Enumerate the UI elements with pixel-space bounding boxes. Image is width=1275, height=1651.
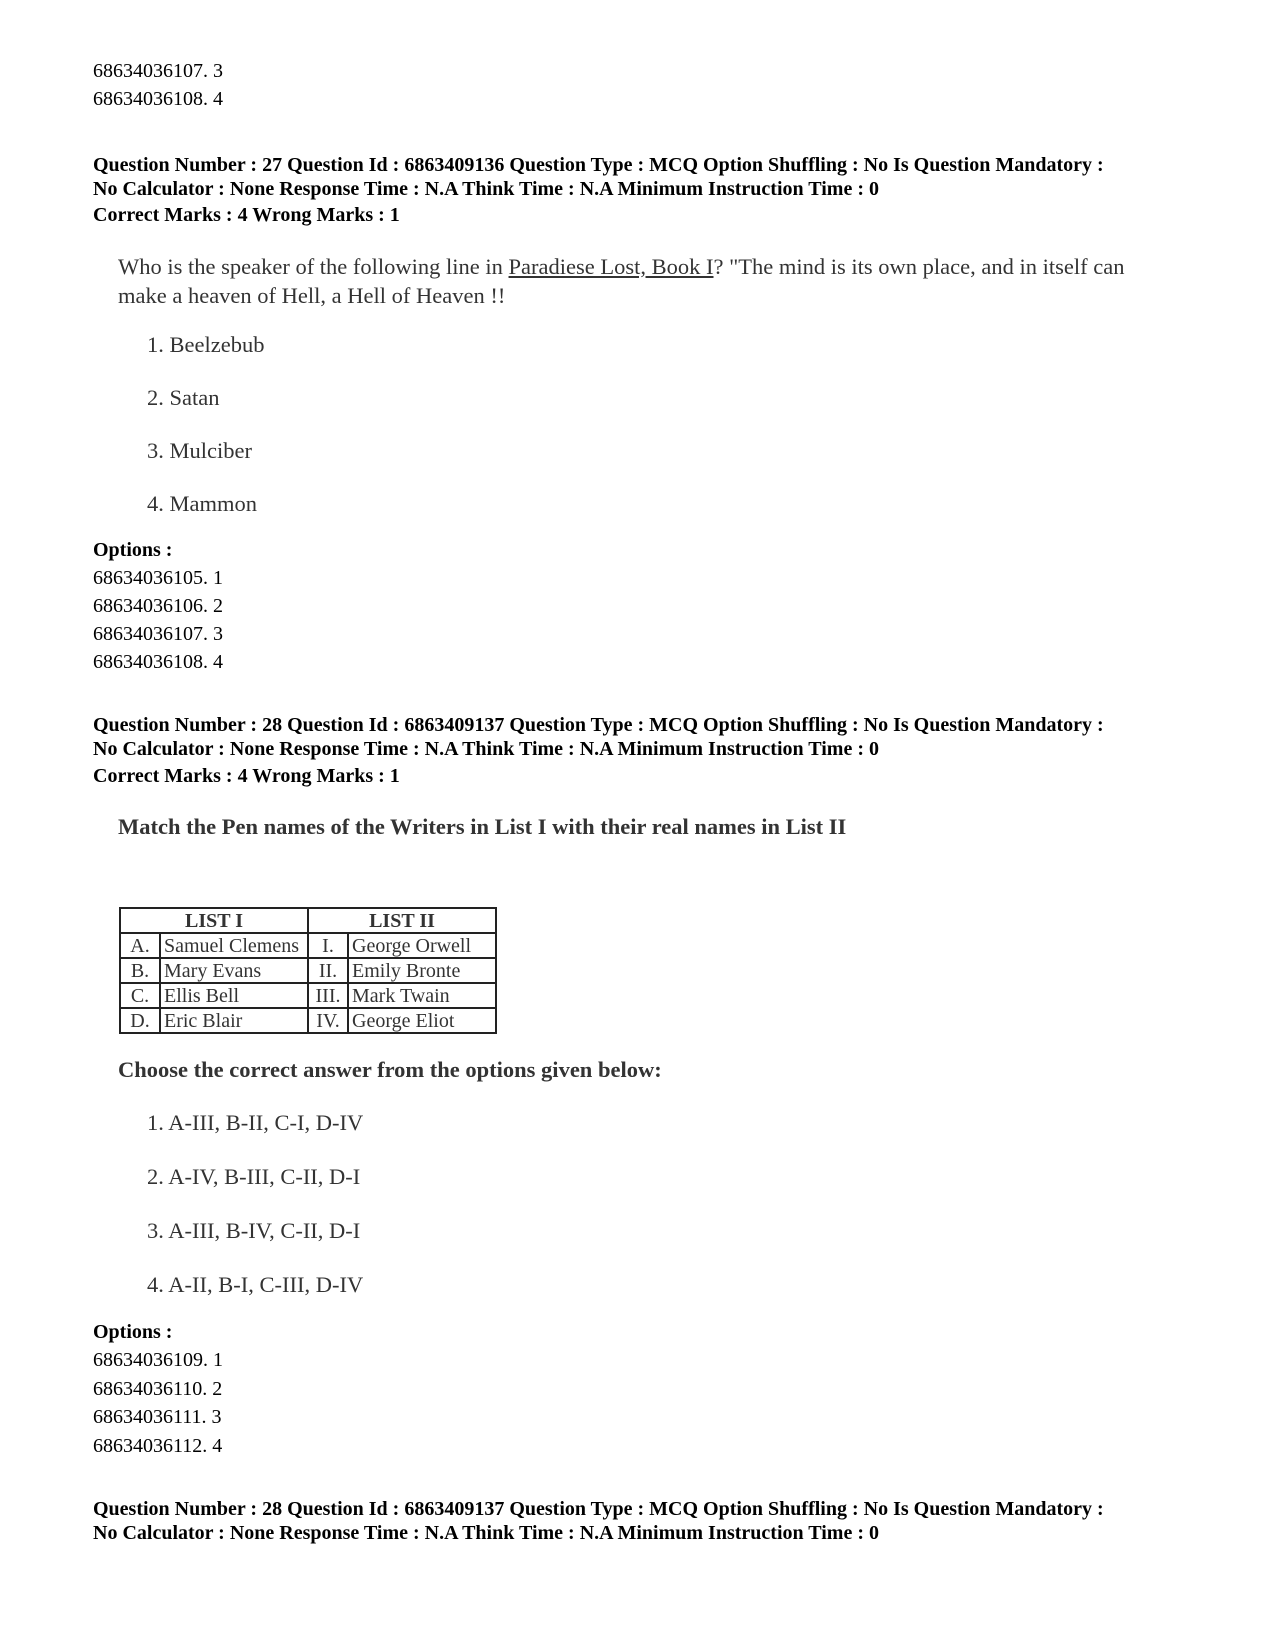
question-28-choice: 1. A-III, B-II, C-I, D-IV — [147, 1110, 364, 1135]
meta-line-2: No Calculator : None Response Time : N.A Think Time : N.A Minimum Instruction Time : 0 — [93, 738, 879, 760]
table-row — [120, 933, 496, 958]
row-letter: B. — [120, 958, 160, 983]
list-1-cell: Mary Evans — [160, 958, 308, 983]
question-28-repeat-meta — [93, 1497, 1193, 1545]
meta-line-1: Question Number : 28 Question Id : 6863409137 Question Type : MCQ Option Shuffling : No Is Question Mandatory : — [93, 1498, 1104, 1520]
list-2-cell: George Eliot — [348, 1008, 496, 1033]
question-27-marks: Correct Marks : 4 Wrong Marks : 1 — [93, 204, 400, 226]
row-letter: C. — [120, 983, 160, 1008]
list-1-cell: Eric Blair — [160, 1008, 308, 1033]
option-line: 68634036108. 4 — [93, 88, 223, 110]
option-line: 68634036107. 3 — [93, 623, 223, 645]
option-line: 68634036109. 1 — [93, 1349, 223, 1371]
row-roman: III. — [308, 983, 348, 1008]
meta-line-2: No Calculator : None Response Time : N.A Think Time : N.A Minimum Instruction Time : 0 — [93, 1522, 879, 1544]
table-row — [120, 1008, 496, 1033]
question-27-text — [118, 252, 1168, 310]
list-1-cell: Samuel Clemens — [160, 933, 308, 958]
list-1-header: LIST I — [120, 908, 308, 933]
row-letter: A. — [120, 933, 160, 958]
option-line: 68634036107. 3 — [93, 60, 223, 82]
list-2-cell: George Orwell — [348, 933, 496, 958]
question-28-options-label: Options : — [93, 1321, 173, 1343]
list-2-header: LIST II — [308, 908, 496, 933]
row-letter: D. — [120, 1008, 160, 1033]
option-line: 68634036110. 2 — [93, 1378, 223, 1400]
meta-line-1: Question Number : 28 Question Id : 6863409137 Question Type : MCQ Option Shuffling : No Is Question Mandatory : — [93, 714, 1104, 736]
option-line: 68634036108. 4 — [93, 651, 223, 673]
question-27-choice: 4. Mammon — [147, 491, 257, 516]
meta-line-2: No Calculator : None Response Time : N.A Think Time : N.A Minimum Instruction Time : 0 — [93, 178, 879, 200]
question-27-meta — [93, 153, 1193, 201]
question-27-choice: 2. Satan — [147, 385, 220, 410]
row-roman: II. — [308, 958, 348, 983]
table-row — [120, 958, 496, 983]
option-line: 68634036112. 4 — [93, 1435, 223, 1457]
question-27-choice: 1. Beelzebub — [147, 332, 265, 357]
list-1-cell: Ellis Bell — [160, 983, 308, 1008]
question-28-meta — [93, 713, 1193, 761]
question-28-heading: Match the Pen names of the Writers in List I with their real names in List II — [118, 814, 847, 839]
table-header-row — [120, 908, 496, 933]
question-28-choose-label: Choose the correct answer from the options given below: — [118, 1057, 662, 1082]
row-roman: I. — [308, 933, 348, 958]
row-roman: IV. — [308, 1008, 348, 1033]
question-28-choice: 2. A-IV, B-III, C-II, D-I — [147, 1164, 361, 1189]
question-text-after: ? "The mind is its own place, and in itself can make a heaven of Hell, a Hell of Heaven !! — [118, 254, 1125, 308]
question-27-options-label: Options : — [93, 539, 173, 561]
option-line: 68634036105. 1 — [93, 567, 223, 589]
question-text-title: Paradiese Lost, Book I — [508, 254, 714, 279]
match-table — [119, 907, 497, 1034]
option-line: 68634036111. 3 — [93, 1406, 222, 1428]
list-2-cell: Emily Bronte — [348, 958, 496, 983]
question-28-choice: 3. A-III, B-IV, C-II, D-I — [147, 1218, 361, 1243]
meta-line-1: Question Number : 27 Question Id : 6863409136 Question Type : MCQ Option Shuffling : No Is Question Mandatory : — [93, 154, 1104, 176]
table-row — [120, 983, 496, 1008]
question-28-marks: Correct Marks : 4 Wrong Marks : 1 — [93, 765, 400, 787]
question-28-choice: 4. A-II, B-I, C-III, D-IV — [147, 1272, 364, 1297]
list-2-cell: Mark Twain — [348, 983, 496, 1008]
question-27-choice: 3. Mulciber — [147, 438, 252, 463]
question-text-before: Who is the speaker of the following line in — [118, 254, 509, 279]
option-line: 68634036106. 2 — [93, 595, 223, 617]
